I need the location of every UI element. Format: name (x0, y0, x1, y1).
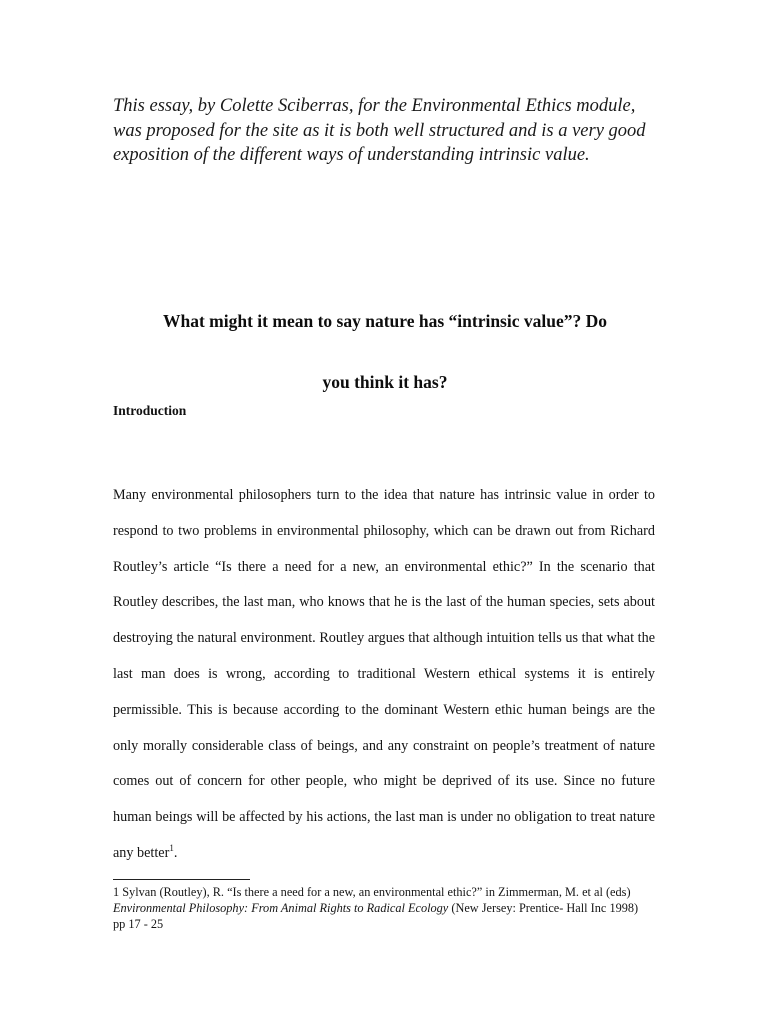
essay-title (100, 291, 670, 413)
footnote (113, 884, 658, 932)
paragraph-end: . (173, 844, 178, 861)
footnote-book-title: Environmental Philosophy: From Animal Rights to Radical Ecology (113, 901, 449, 915)
footnote-separator (113, 879, 250, 880)
section-heading-introduction: Introduction (113, 403, 187, 418)
footnote-lead: 1 Sylvan (Routley), R. “Is there a need for a new, an environmental ethic?” in Zimmerman, M. et al (eds) (113, 885, 631, 899)
body-paragraph (113, 478, 655, 872)
essay-title-line-2: you think it has? (322, 372, 448, 392)
footnote-publisher: (New Jersey: Prentice- Hall Inc 1998) (448, 901, 639, 915)
footnote-pages: pp 17 - 25 (113, 917, 164, 931)
footnote-reference[interactable]: 1 (169, 842, 174, 853)
editor-note: This essay, by Colette Sciberras, for the Environmental Ethics module, was proposed for the site as it is both well structured and is a very good exposition of the different ways of understanding intrinsic value. (113, 96, 646, 165)
essay-title-line-1: What might it mean to say nature has “intrinsic value”? Do (163, 311, 607, 331)
paragraph-text: Many environmental philosophers turn to the idea that nature has intrinsic value in order to respond to two problems in environmental philosophy, which can be drawn out from Richard Routley’s article “Is there a need for a new, an environmental ethic?” In the scenario that Routley describes, the last man, who knows that he is the last of the human species, sets about destroying the natural environment. Routley argues that although intuition tells us that what the last man does is wrong, according to traditional Western ethical systems it is entirely permissible. This is because according to the dominant Western ethic human beings are the only morally considerable class of beings, and any constraint on people’s treatment of nature comes out of concern for other people, who might be deprived of its use. Since no future human beings will be affected by his actions, the last man is under no obligation to treat nature any better (113, 487, 655, 861)
